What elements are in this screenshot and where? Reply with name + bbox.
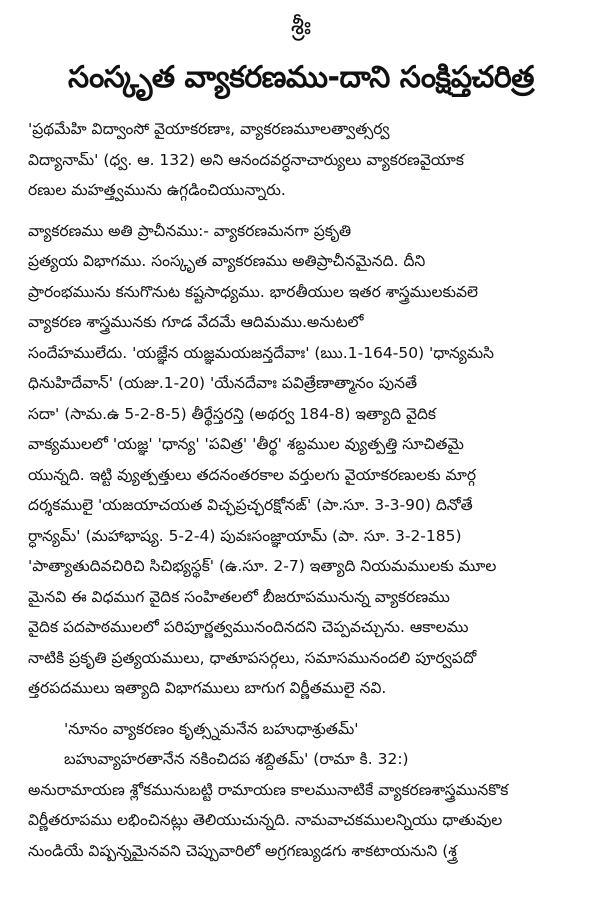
text-line: త్తరపదములు ఇత్యాది విభాగములు బాగుగ విర్ణీతములై నవి. (28, 679, 387, 697)
invocation: శ్రీః (290, 12, 312, 40)
text-line: వాక్యములలో 'యజ్ఞ' 'ధాన్య' 'పవిత్ర' 'తీర్థ' శబ్దముల వ్యుత్పత్తి సూచితమై (28, 435, 464, 453)
paragraph-1 (28, 114, 574, 206)
text-line: విర్ణీతరూపము లభించినట్లు తెలియుచున్నది. నామవాచకములన్నియు ధాతువుల (28, 811, 503, 829)
text-line: మైనవి ఈ విధముగ వైదిక సంహితలలో బీజరూపమునున్న వ్యాకరణము (28, 587, 450, 606)
text-line: ర్ధాన్యమ్' (మహాభాష్య. 5-2-4) పువఃసంజ్ఞాయామ్ (పా. సూ. 3-2-185) (28, 526, 462, 545)
paragraph-2 (28, 216, 574, 704)
text-line: విద్యానామ్' (ధ్వ. ఆ. 132) అని ఆనందవర్ధనాచార్యులు వ్యాకరణవైయాక (28, 150, 464, 169)
text-line: 'పాత్యాతుదివచిరిచి సిచిభ్యస్థక్' (ఉ.సూ. 2-7) ఇత్యాది నియమములకు మూల (28, 557, 497, 575)
text-line: సదా' (సామ.ఉ 5-2-8-5) తీర్థేస్తరన్తి (అథర్వ 184-8) ఇత్యాది వైదిక (28, 404, 437, 423)
text-line: ధినుహిదేవాన్' (యజు.1-20) 'యేనదేవాః పవిత్రేణాత్మానం పునతే (28, 374, 418, 392)
text-line: సందేహములేదు. 'యజ్ఞేన యజ్ఞమయజన్తదేవాః' (ఋ.1-164-50) 'ధాన్యమసి (28, 343, 495, 362)
text-line: నాటికి ప్రకృతి ప్రత్యయములు, ధాతూపసర్గలు, సమాసమునందలి పూర్వపదో (28, 648, 477, 667)
text-line: వ్యాకరణము అతి ప్రాచీనము:- వ్యాకరణమనగా ప్రకృతి (28, 221, 352, 240)
text-line: ప్రారంభమును కనుగొనుట కష్టసాధ్యము. భారతీయుల ఇతర శాస్త్రములకువలె (28, 282, 478, 301)
text-line: అనురామాయణ శ్లోకమునుబట్టి రామాయణ కాలమునాటికే వ్యాకరణశాస్త్రమునకొక (28, 780, 509, 799)
text-line: వైదిక పదపాఠములలో పరిపూర్ణత్వమునందినదని చెప్పవచ్చును. ఆకాలము (28, 618, 469, 636)
paragraph-gap (28, 206, 574, 216)
paragraph-3 (28, 775, 574, 867)
text-line: నుండియే విష్పన్నమైనవని చెప్పువారిలో అగ్రగణ్యుడగు శాకటాయనుని (శ్త్ర (28, 841, 457, 860)
verse-quote (28, 714, 574, 775)
text-line: దర్శకములై 'యజయాచయత విచ్ఛప్రచ్ఛరక్షోనఙ్' (పా.సూ. 3-3-90) దినోతే (28, 496, 473, 514)
paragraph-gap (28, 704, 574, 714)
text-line: రణుల మహత్త్వమును ఉగ్గడించియున్నారు. (28, 181, 286, 199)
text-line: యున్నది. ఇట్టి వ్యుత్పత్తులు తదనంతరకాల వర్తులగు వైయాకరణులకు మార్గ (28, 465, 477, 484)
text-line: వ్యాకరణ శాస్త్రమునకు గూడ వేదమే ఆదిమము.అనుటలో (28, 313, 364, 331)
quote-line: బహువ్యాహరతానేన నకించిదప శబ్దితమ్' (రామా కి. 32:) (64, 750, 409, 768)
quote-line: 'నూనం వ్యాకరణం కృత్స్నమనేన బహుధాశ్రుతమ్' (64, 719, 359, 738)
page-title: సంస్కృత వ్యాకరణము-దాని సంక్షిప్తచరిత్ర (68, 60, 534, 95)
text-line: 'ప్రథమేహి విద్వాంసో వైయాకరణాః, వ్యాకరణమూలత్వాత్సర్వ (28, 120, 390, 138)
text-line: ప్రత్యయ విభాగము. సంస్కృత వ్యాకరణము అతిప్రాచీనమైనది. దీని (28, 252, 426, 270)
